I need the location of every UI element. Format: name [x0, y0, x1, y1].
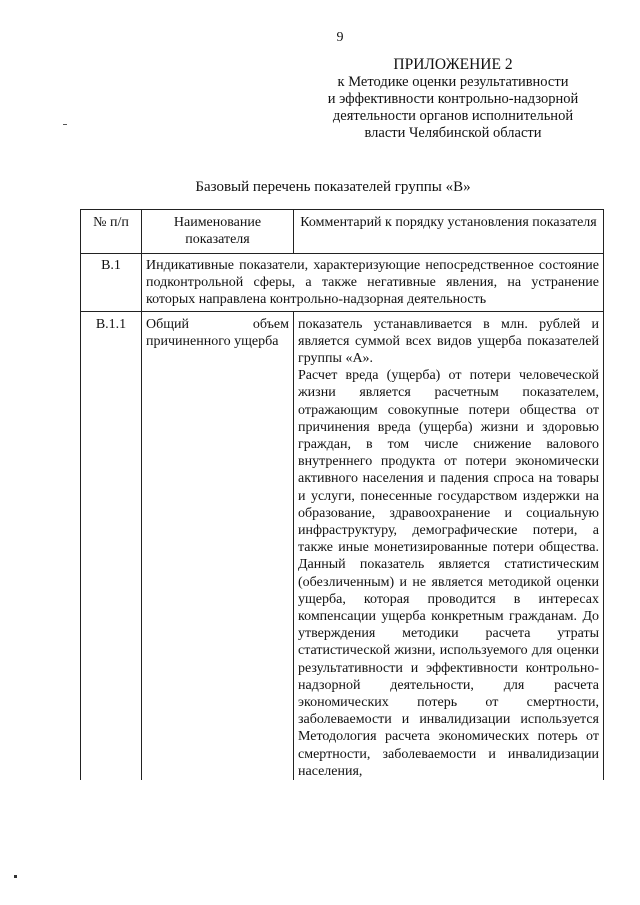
row-name: Общий объем причиненного ущерба: [142, 311, 294, 780]
indicators-table: [80, 209, 604, 780]
row-comment-part-2: Расчет вреда (ущерба) от потери человеческой жизни является расчетным показателем, отражающим совокупные потери общества от причинения вреда (ущерба) жизни и здоровью граждан, в том числе снижение валового внутреннего продукта от потери экономически активного населения и падения спроса на товары и услуги, понесенные государством издержки на образование, здравоохранение и социальную инфраструктуру, демографические потери, а также иные монетизированные потери общества. Данный показатель является статистическим (обезличенным) и не является методикой оценки ущерба, которая проводится в интересах компенсации ущерба конкретным гражданам. До утверждения методики расчета утраты статистической жизни, используемого для оценки результативности и эффективности контрольно-надзорной деятельности, для расчета экономических потерь от смертности, заболеваемости и инвалидизации используется Методология расчета экономических потерь от смертности, заболеваемости и инвалидизации населения,: [298, 368, 599, 779]
header-num: № п/п: [81, 210, 142, 254]
scan-artifact: [14, 875, 17, 878]
row-text: Индикативные показатели, характеризующие непосредственное состояние подконтрольной сферы, а также негативные явления, на устранение которых направлена контрольно-надзорная деятельность: [142, 254, 604, 312]
header-comment: Комментарий к порядку установления показателя: [294, 210, 604, 254]
appendix-title: ПРИЛОЖЕНИЕ 2: [393, 56, 513, 73]
table-row: [81, 311, 604, 780]
document-title: Базовый перечень показателей группы «В»: [195, 179, 471, 195]
scan-artifact: [63, 124, 67, 125]
row-num: В.1: [81, 254, 142, 312]
appendix-line: и эффективности контрольно-надзорной: [327, 91, 579, 107]
appendix-header: [303, 56, 603, 142]
row-num: В.1.1: [81, 311, 142, 780]
appendix-line: власти Челябинской области: [364, 125, 542, 141]
row-comment: [294, 311, 604, 780]
row-comment-part-1: показатель устанавливается в млн. рублей и является суммой всех видов ущерба показателей группы «А».: [298, 316, 599, 367]
appendix-line: к Методике оценки результативности: [337, 74, 569, 90]
header-name: Наименование показателя: [142, 210, 294, 254]
table-header-row: [81, 210, 604, 254]
table-row: [81, 254, 604, 312]
appendix-line: деятельности органов исполнительной: [332, 108, 574, 124]
page-number: 9: [336, 30, 344, 45]
